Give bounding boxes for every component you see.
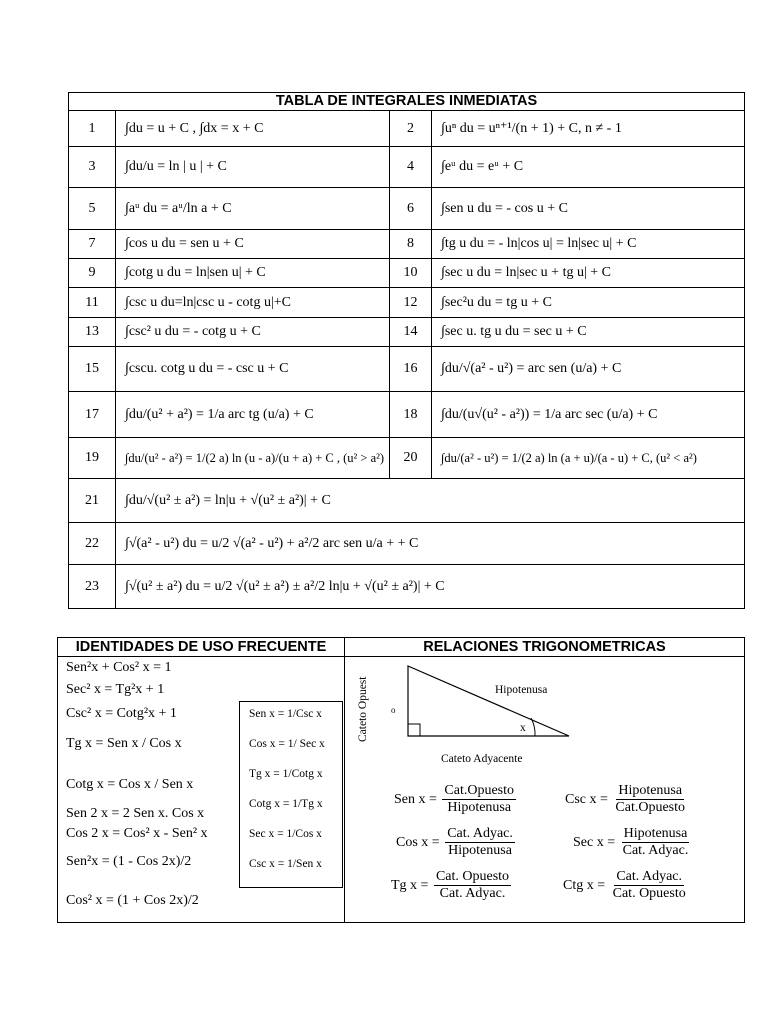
relation-sec: Sec x = $\frac{\text{Hipotenusa}}{\text{Cat. Adyac.}}$ [573, 826, 689, 859]
formula-number: 18 [390, 392, 432, 437]
integrals-table-title: TABLA DE INTEGRALES INMEDIATAS [69, 93, 744, 111]
table-row [69, 479, 744, 523]
formula: ∫eᵘ du = eᵘ + C [441, 159, 524, 174]
formula-number: 15 [69, 347, 116, 391]
formula-number: 3 [69, 147, 116, 187]
formula: ∫√(u² ± a²) du = u/2 √(u² ± a²) ± a²/2 ln|u + √(u² ± a²)| + C [125, 578, 445, 594]
formula-number: 16 [390, 347, 432, 391]
relation-sen: Sen x = $\frac{\text{Cat.Opuesto}}{\text{Hipotenusa}}$ [394, 783, 515, 816]
table-row [69, 565, 744, 608]
formula-number: 7 [69, 230, 116, 258]
identity: Sen²x + Cos² x = 1 [66, 660, 172, 675]
formula: ∫cos u du = sen u + C [116, 230, 390, 258]
table-row [69, 523, 744, 565]
formula: ∫du = u + C , ∫dx = x + C [116, 111, 390, 146]
formula: ∫csc² u du = - cotg u + C [116, 318, 390, 346]
formula-number: 21 [69, 479, 116, 522]
identities-table-header [58, 638, 744, 657]
reciprocal-identity: Cos x = 1/ Sec x [249, 738, 325, 750]
formula: ∫sec²u du = tg u + C [441, 294, 552, 310]
reciprocal-identity: Sec x = 1/Cos x [249, 828, 322, 840]
formula-number: 23 [69, 565, 116, 608]
formula: ∫cotg u du = ln|sen u| + C [116, 259, 390, 287]
formula-number: 2 [390, 111, 432, 146]
opposite-leg-suffix: o [391, 705, 396, 715]
formula-number: 1 [69, 111, 116, 146]
identity: Sen²x = (1 - Cos 2x)/2 [66, 854, 192, 869]
identity: Cotg x = Cos x / Sen x [66, 777, 194, 792]
identity: Cos 2 x = Cos² x - Sen² x [66, 826, 208, 841]
formula: ∫csc u du=ln|csc u - cotg u|+C [116, 288, 390, 317]
formula: ∫tg u du = - ln|cos u| = ln|sec u| + C [441, 236, 637, 251]
formula: ∫uⁿ du = uⁿ⁺¹/(n + 1) + C, n ≠ - 1 [441, 121, 622, 136]
table-row [69, 188, 744, 230]
opposite-leg-label: Cateto Opuest [357, 676, 369, 742]
relation-ctg: Ctg x = $\frac{\text{Cat. Adyac.}}{\text{Cat. Opuesto}}$ [563, 869, 686, 902]
formula: ∫sec u. tg u du = sec u + C [441, 324, 587, 339]
reciprocal-identity: Tg x = 1/Cotg x [249, 768, 323, 780]
formula-number: 8 [390, 230, 432, 258]
formula-number: 9 [69, 259, 116, 287]
table-row [69, 230, 744, 259]
adjacent-leg-label: Cateto Adyacente [441, 753, 523, 765]
formula: ∫du/(u² + a²) = 1/a arc tg (u/a) + C [116, 392, 390, 437]
table-row [69, 147, 744, 188]
formula-number: 12 [390, 288, 432, 317]
table-row [69, 438, 744, 479]
table-row [69, 318, 744, 347]
formula-number: 5 [69, 188, 116, 229]
formula: ∫du/√(u² ± a²) = ln|u + √(u² ± a²)| + C [125, 492, 331, 508]
formula: ∫du/u = ln | u | + C [116, 147, 390, 187]
formula: ∫sec u du = ln|sec u + tg u| + C [441, 265, 611, 280]
identity: Sen 2 x = 2 Sen x. Cos x [66, 806, 205, 821]
relation-csc: Csc x = $\frac{\text{Hipotenusa}}{\text{Cat.Opuesto}}$ [565, 783, 686, 816]
angle-label: x [520, 722, 526, 734]
formula: ∫du/(a² - u²) = 1/(2 a) ln (a + u)/(a - u) + C, (u² < a²) [441, 450, 697, 465]
formula: ∫du/(u√(u² - a²)) = 1/a arc sec (u/a) + C [441, 406, 658, 422]
identities-header: IDENTIDADES DE USO FRECUENTE [58, 638, 345, 656]
formula-number: 11 [69, 288, 116, 317]
formula-number: 20 [390, 438, 432, 478]
identities-table [57, 637, 745, 923]
relations-header: RELACIONES TRIGONOMETRICAS [423, 639, 666, 655]
formula-number: 4 [390, 147, 432, 187]
table-row [69, 392, 744, 438]
formula-number: 19 [69, 438, 116, 478]
reciprocal-identity: Csc x = 1/Sen x [249, 858, 322, 870]
integrals-table [68, 92, 745, 609]
reciprocal-box [239, 701, 343, 888]
table-row [69, 259, 744, 288]
hypotenuse-label: Hipotenusa [495, 684, 548, 696]
relation-cos: Cos x = $\frac{\text{Cat. Adyac.}}{\text{Hipotenusa}}$ [396, 826, 513, 859]
formula: ∫du/(u² - a²) = 1/(2 a) ln (u - a)/(u + a) + C , (u² > a²) [116, 438, 390, 478]
identity: Cos² x = (1 + Cos 2x)/2 [66, 893, 199, 908]
table-row [69, 111, 744, 147]
formula-number: 10 [390, 259, 432, 287]
formula-number: 14 [390, 318, 432, 346]
reciprocal-identity: Sen x = 1/Csc x [249, 708, 322, 720]
column-divider [344, 657, 345, 923]
table-row [69, 288, 744, 318]
identity: Sec² x = Tg²x + 1 [66, 682, 165, 697]
relation-tg: Tg x = $\frac{\text{Cat. Opuesto}}{\text{Cat. Adyac.}}$ [391, 869, 510, 902]
identity: Tg x = Sen x / Cos x [66, 736, 182, 751]
formula: ∫sen u du = - cos u + C [441, 200, 568, 216]
table-row [69, 347, 744, 392]
identity: Csc² x = Cotg²x + 1 [66, 706, 177, 721]
formula-number: 13 [69, 318, 116, 346]
reciprocal-identity: Cotg x = 1/Tg x [249, 798, 323, 810]
formula: ∫du/√(a² - u²) = arc sen (u/a) + C [441, 361, 622, 376]
formula: ∫√(a² - u²) du = u/2 √(a² - u²) + a²/2 arc sen u/a + + C [125, 535, 419, 551]
formula: ∫aᵘ du = aᵘ/ln a + C [116, 188, 390, 229]
formula-number: 17 [69, 392, 116, 437]
formula: ∫cscu. cotg u du = - csc u + C [116, 347, 390, 391]
formula-number: 22 [69, 523, 116, 564]
formula-number: 6 [390, 188, 432, 229]
right-triangle [403, 662, 573, 742]
